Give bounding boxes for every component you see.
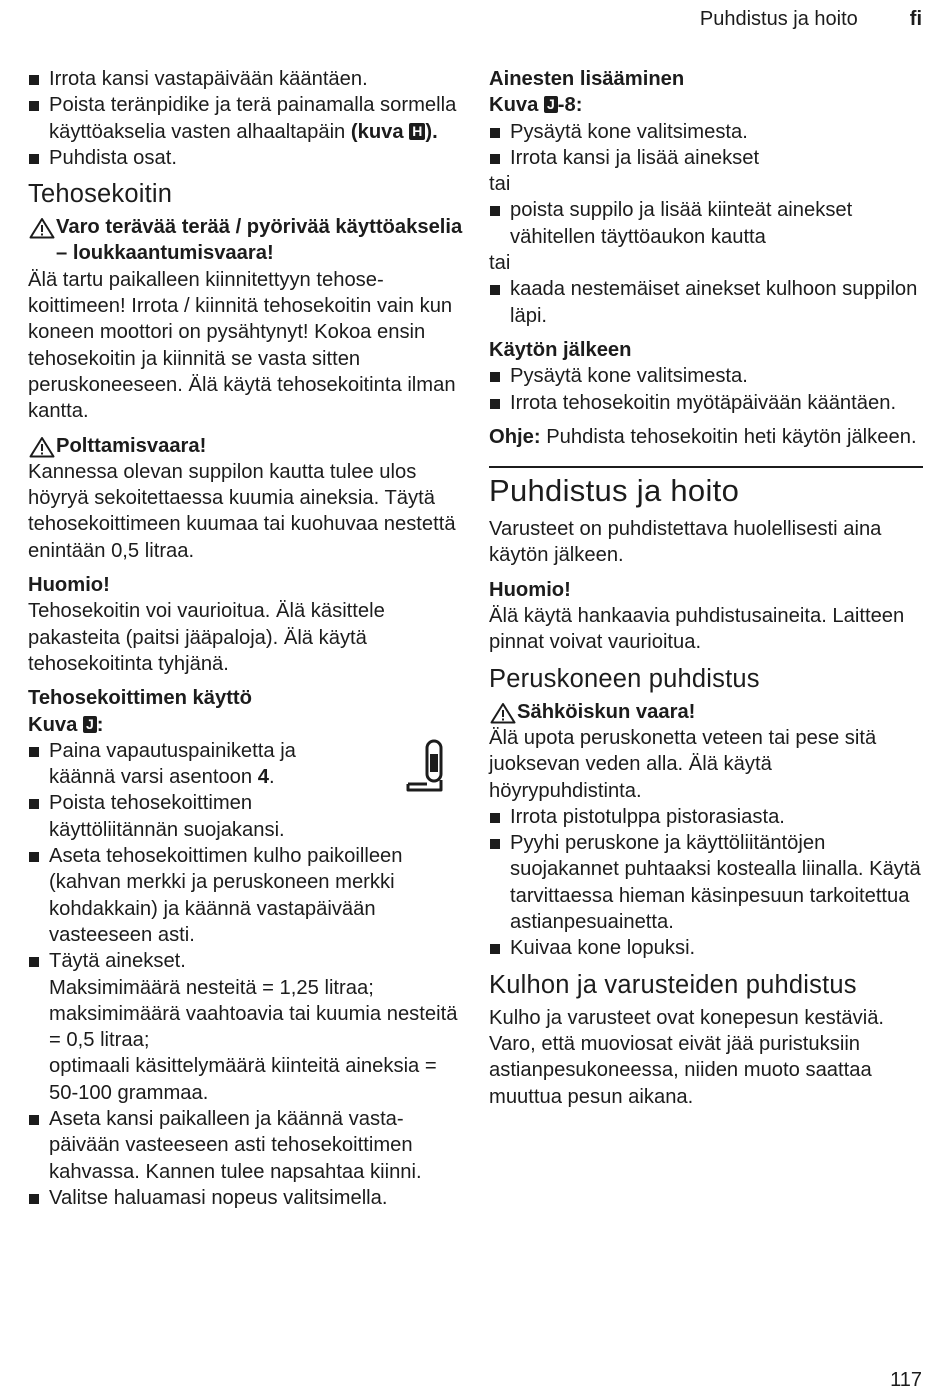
adding-title: Ainesten lisääminen [489,68,685,90]
warning-title: Polttamisvaara! [56,434,207,457]
note-title: Huomio! [489,578,571,601]
adding-list [489,119,923,172]
figure-reference: Kuva J -8: [489,94,583,117]
list-item: Pyyhi peruskone ja käyttöliitäntöjen suojakannet puhtaaksi kostealla liinalla. Käytä tarvittaessa hieman käsinpesuun tarkoitettua astianpesuainetta. [489,830,923,935]
list-item: Aseta kansi paikalleen ja käännä vastapäivään vasteeseen asti tehosekoittimen kahvassa. Kannen tulee napsahtaa kiinni. [28,1106,463,1185]
intro-list [28,66,463,171]
base-cleaning-list [489,804,923,962]
bowl-cleaning-text: Kulho ja varusteet ovat konepesun kestäviä. Varo, että muoviosat eivät jää puristuksiin astianpesukoneessa, niiden muoto saattaa muuttua pesun aikana. [489,1006,885,1108]
list-item: Irrota kansi ja lisää ainekset [489,145,923,171]
list-item: Pysäytä kone valitsimesta. [489,363,923,389]
list-item: Kuivaa kone lopuksi. [489,935,923,961]
header-section-title: Puhdistus ja hoito [699,8,858,30]
list-item: kaada nestemäiset ainekset kulhoon suppilon läpi. [489,276,923,329]
list-item: Täytä ainekset. Maksimimäärä nesteitä = 1,25 litraa; maksimimäärä vaahtoavia tai kuumia nesteitä = 0,5 litraa; optimaali käsittelymäärä kiinteitä aineksia = 50-100 grammaa. [28,948,463,1106]
list-item: Irrota tehosekoitin myötäpäivään kääntäen. [489,390,923,416]
left-column [28,66,463,1211]
usage-list-wrap [28,738,463,1211]
list-item: Poista teränpidike ja terä painamalla sormella käyttöakselia vasten alhaaltapäin (kuva H ). [28,92,463,145]
warning-triangle-icon [489,702,517,724]
list-item: Valitse haluamasi nopeus valitsimella. [28,1185,463,1211]
page-header [700,8,922,31]
figure-key-j: J [83,716,97,733]
section-heading-base-unit: Peruskoneen puhdistus [489,664,760,693]
warning-electric-shock [489,699,923,725]
section-heading-bowl-accessories: Kulhon ja varusteiden puhdistus [489,970,857,999]
list-item: Irrota kansi vastapäivään kääntäen. [28,66,463,92]
or-text: tai [489,173,511,196]
adding-list [489,197,923,250]
section-divider [489,466,923,510]
list-item: Poista tehosekoittimen käyttöliitännän suojakansi. [28,790,463,843]
list-item: Paina vapautuspainiketta ja käännä varsi asentoon 4. [28,738,463,791]
right-column [489,66,923,1110]
warning-text: Älä tartu paikalleen kiinnitettyyn tehosekoittimeen! Irrota / kiinnitä tehosekoitin vain kun koneen moottori on pysähtynyt! Kokoa ensin tehosekoitin ja kiinnitä se vasta sitten peruskoneeseen. Älä käytä tehosekoitinta ilman kantta. [28,268,456,423]
warning-text: Kannessa olevan suppilon kautta tulee ulos höyryä sekoitettaessa kuumia aineksia. Täytä tehosekoittimeen kuumaa tai kuohuvaa nestettä enintään 0,5 litraa. [28,460,456,562]
section-heading-blender: Tehosekoitin [28,180,173,209]
cleaning-intro: Varusteet on puhdistettava huolellisesti aina käytön jälkeen. [489,518,882,567]
warning-text: Älä upota peruskonetta veteen tai pese sitä juoksevan veden alla. Älä käytä höyrypuhdistinta. [489,726,877,802]
warning-triangle-icon [28,217,56,239]
list-item: Puhdista osat. [28,145,463,171]
usage-title: Tehosekoittimen käyttö [28,687,252,710]
or-text: tai [489,252,511,275]
section-heading-cleaning: Puhdistus ja hoito [489,473,740,509]
warning-title: Varo terävää terää / pyörivää käyttöakselia – loukkaantumisvaara! [56,216,463,265]
after-use-title: Käytön jälkeen [489,338,632,361]
header-language-code: fi [909,8,922,30]
list-item: poista suppilo ja lisää kiinteät ainekset vähitellen täyttöaukon kautta [489,197,923,250]
figure-key-j: J [544,96,558,113]
list-item: Aseta tehosekoittimen kulho paikoilleen (kahvan merkki ja peruskoneen merkki kohdakkain) ja käännä vastapäivään vasteeseen asti. [28,843,463,948]
after-use-list [489,363,923,416]
warning-blade [28,214,463,267]
warning-triangle-icon [28,436,56,458]
list-item: Irrota pistotulppa pistorasiasta. [489,804,923,830]
tip-text: Ohje: Puhdista tehosekoitin heti käytön jälkeen. [489,425,917,448]
note-text: Tehosekoitin voi vaurioitua. Älä käsittele pakasteita (paitsi jääpaloja). Älä käytä tehosekoitinta tyhjänä. [28,600,385,675]
usage-list [28,738,463,1211]
adding-list [489,276,923,329]
list-item: Pysäytä kone valitsimesta. [489,119,923,145]
warning-burn [28,433,463,459]
page-number: 117 [890,1369,922,1391]
figure-key-h: H [409,123,425,140]
note-text: Älä käytä hankaavia puhdistusaineita. Laitteen pinnat voivat vaurioitua. [489,605,905,654]
figure-reference: Kuva J : [28,713,104,736]
note-title: Huomio! [28,574,110,597]
warning-title: Sähköiskun vaara! [517,700,696,723]
